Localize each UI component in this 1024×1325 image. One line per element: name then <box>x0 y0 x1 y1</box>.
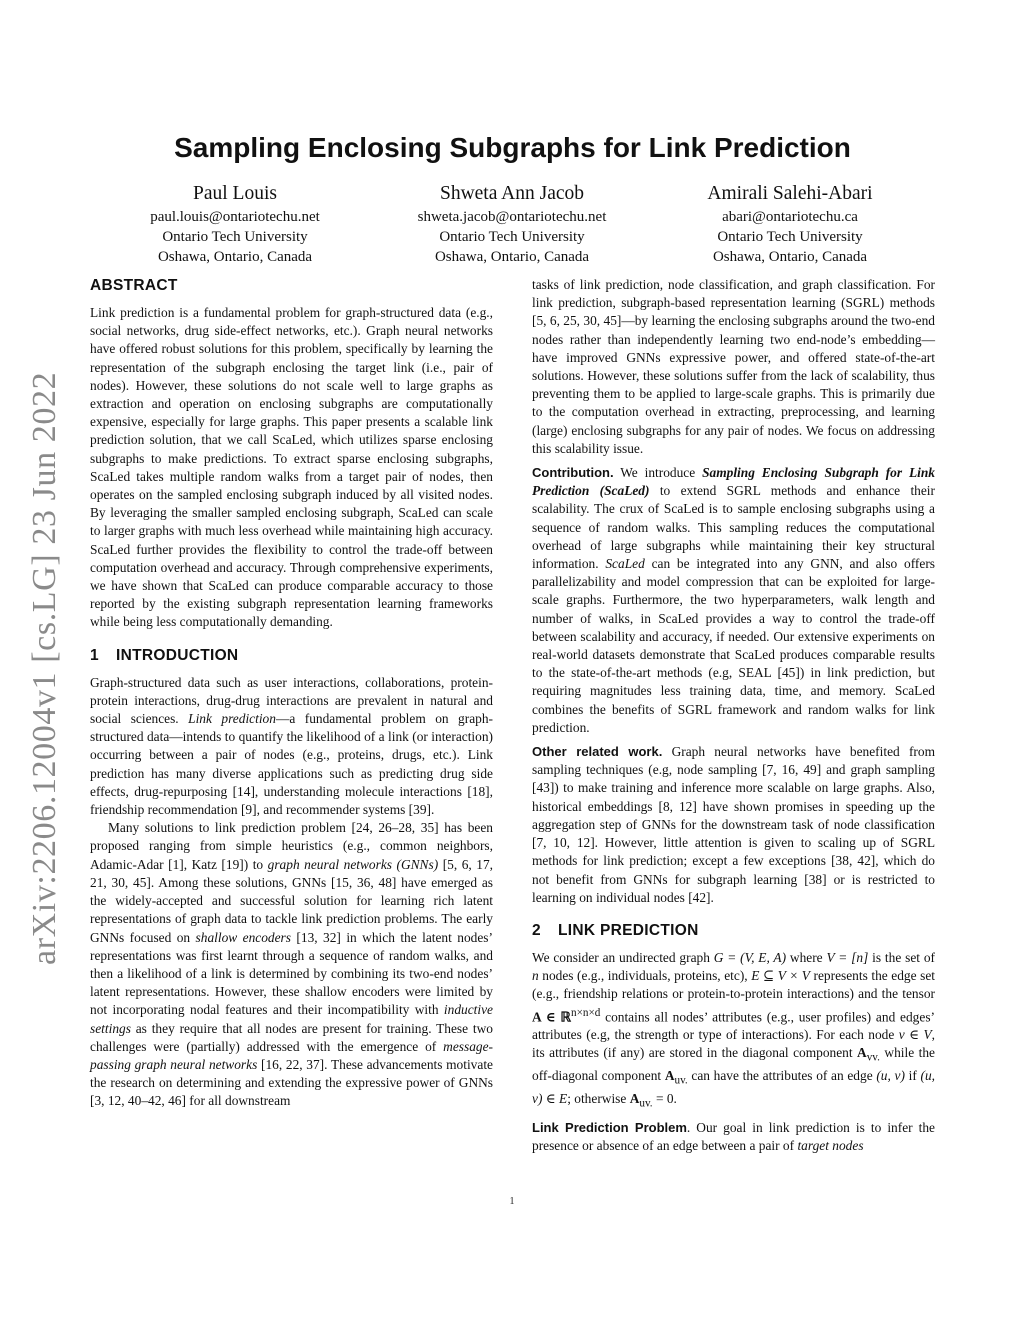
author-affiliation: Ontario Tech University <box>439 229 585 245</box>
abstract-text: Link prediction is a fundamental problem for graph-structured data (e.g., social networks, drug side-effect networks, etc.). Graph neural networks have offered robust solutions for this problem, specifically by learning the representation of the subgraph enclosing the target link (i.e., pair of nodes). However, these solutions do not scale well to large graphs as extraction and operation on enclosing subgraphs are computationally expensive, especially for large graphs. This paper presents a scalable link prediction solution, that we call ScaLed, which utilizes sparse enclosing subgraphs to make predictions. To extract sparse enclosing subgraphs, ScaLed takes multiple random walks from a target pair of nodes, then operates on the sampled enclosing subgraph induced by all visited nodes. By leveraging the smaller sampled enclosing subgraph, ScaLed can scale to larger graphs with much less overhead while maintaining high accuracy. ScaLed further provides the flexibility to control the trade-off between computation overhead and accuracy. Through comprehensive experiments, we have shown that ScaLed can produce comparable accuracy to those reported by the existing subgraph representation learning frameworks while being less computationally demanding. <box>90 305 493 630</box>
arxiv-identifier: arXiv:2206.12004v1 [cs.LG] 23 Jun 2022 <box>26 371 63 965</box>
section-number: 2 <box>532 921 541 939</box>
author-location: Oshawa, Ontario, Canada <box>157 249 313 265</box>
abstract-heading: ABSTRACT <box>90 277 178 294</box>
link-prediction-definition: We consider an undirected graph G = (V, E, A) where V = [n] is the set of n nodes (e.g., individuals, proteins, etc), E ⊆ V × V represents the edge set (e.g., friendship relations or protein-to-protein interactions) and the tensor A ∈ ℝ$^{n\times n\times d}$ contains all nodes’ attributes (e.g., user profiles) and edges’ attributes (e.g, the strength or type of interactions). For each node v ∈ V, its attributes (if any) are stored in the diagonal component $A_{vv.}$ while the off-diagonal component $A_{uv.}$ can have the attributes of an edge (u, v) if (u, v) ∈ E; otherwise $A_{uv.} = 0$. <box>532 949 936 1110</box>
right-column <box>532 276 935 1155</box>
section-title: LINK PREDICTION <box>558 921 699 939</box>
author-affiliation: Ontario Tech University <box>162 229 308 245</box>
author-name: Amirali Salehi-Abari <box>707 183 873 204</box>
page-number: 1 <box>509 1196 515 1207</box>
section-number: 1 <box>90 646 99 664</box>
contribution-paragraph: Contribution. We introduce Sampling Enclosing Subgraph for Link Prediction (ScaLed) to extend SGRL methods and enhance their scalability. The crux of ScaLed is to sample enclosing subgraphs using a sequence of random walks. This sampling reduces the computational overhead of large subgraphs while maintaining their key structural information. ScaLed can be integrated into any GNN, and also offers parallelizability and model compression that can be exploited for large-scale graphs. Furthermore, the two hyperparameters, walk length and number of walks, in ScaLed provides a way to control the trade-off between scalability and accuracy, if needed. Our extensive experiments on real-world datasets demonstrate that ScaLed produces comparable results to the state-of-the-art methods (e.g, SEAL [45]) in link prediction, but requiring magnitudes less training data, time, and memory. ScaLed combines the benefits of SGRL framework and random walks for link prediction. <box>532 465 935 735</box>
author-location: Oshawa, Ontario, Canada <box>712 249 868 265</box>
author-name: Paul Louis <box>193 183 277 204</box>
author-affiliation: Ontario Tech University <box>717 229 863 245</box>
paper-title: Sampling Enclosing Subgraphs for Link Prediction <box>174 132 851 163</box>
author-email: shweta.jacob@ontariotechu.net <box>417 209 607 225</box>
section-heading-link-prediction <box>532 921 935 941</box>
author-location: Oshawa, Ontario, Canada <box>434 249 590 265</box>
related-work-paragraph: Other related work. Graph neural networks have benefited from sampling techniques (e.g, node sampling [7, 16, 49] and graph sampling [43]) to make training and inference more scalable on large graphs. Also, historical embeddings [8, 12] have shown promises in speeding up the aggregation step of GNNs for the downstream task of node classification [7, 10, 12]. However, little attention is given to scaling up of SGRL methods for link prediction; except a few exceptions [38, 42], which do not benefit from GNNs for subgraph learning [38] or is restricted to learning on individual nodes [42]. <box>532 744 935 905</box>
author-block <box>90 180 935 270</box>
section-heading-introduction <box>90 646 493 666</box>
author-email: paul.louis@ontariotechu.net <box>150 209 320 225</box>
author-email: abari@ontariotechu.ca <box>722 209 858 225</box>
author-3 <box>645 180 935 267</box>
author-1 <box>90 180 380 267</box>
author-2 <box>367 180 657 267</box>
problem-definition-paragraph: Link Prediction Problem. Our goal in link prediction is to infer the presence or absence of an edge between a pair of target nodes <box>532 1120 935 1154</box>
author-name: Shweta Ann Jacob <box>439 183 585 204</box>
intro-paragraph-2: Many solutions to link prediction problem [24, 26–28, 35] has been proposed ranging from simple heuristics (e.g., common neighbors, Adamic-Adar [1], Katz [19]) to graph neural networks (GNNs) [5, 6, 17, 21, 30, 45]. Among these solutions, GNNs [15, 36, 48] have emerged as the widely-accepted and successful solution for learning rich latent representations of graph data to tackle link prediction problems. The early GNNs focused on shallow encoders [13, 32] in which the latent nodes’ representations was first learnt through a sequence of random walks, and then a likelihood of a link is determined by combining its two-end nodes’ latent representations. However, these shallow encoders were limited by not incorporating nodal features and their incompatibility with inductive settings as they require that all nodes are present for training. These two challenges were (partially) addressed with the emergence of message-passing graph neural networks [16, 22, 37]. These advancements motivate the research on determining and extending the expressive power of GNNs [3, 12, 40–42, 46] for all downstream <box>90 820 494 1109</box>
left-column <box>90 276 493 1111</box>
section-title: INTRODUCTION <box>116 646 239 664</box>
intro-paragraph-continued: tasks of link prediction, node classification, and graph classification. For link prediction, subgraph-based representation learning (SGRL) methods [5, 6, 25, 30, 45]—by learning the enclosing subgraphs around the two-end nodes rather than independently learning two end-node’s embedding—have improved GNNs expressive power, and offered state-of-the-art solutions. However, these solutions suffer from the lack of scalability, thus preventing them to be applied to large-scale graphs. This is primarily due to the computation overhead in extracting, preprocessing, and learning (large) enclosing subgraphs for any pair of nodes. We focus on addressing this scalability issue. <box>532 277 935 456</box>
intro-paragraph-1: Graph-structured data such as user interactions, collaborations, protein-protein interactions, drug-drug interactions are prevalent in natural and social sciences. Link prediction—a fundamental problem on graph-structured data—intends to quantify the likelihood of a link (or interaction) occurring between a pair of nodes (e.g., proteins, drugs, etc.). Link prediction has many diverse applications such as predicting drug side effects, drug-repurposing [14], understanding molecule interactions [18], friendship recommendation [9], and recommender systems [39]. <box>90 674 493 818</box>
